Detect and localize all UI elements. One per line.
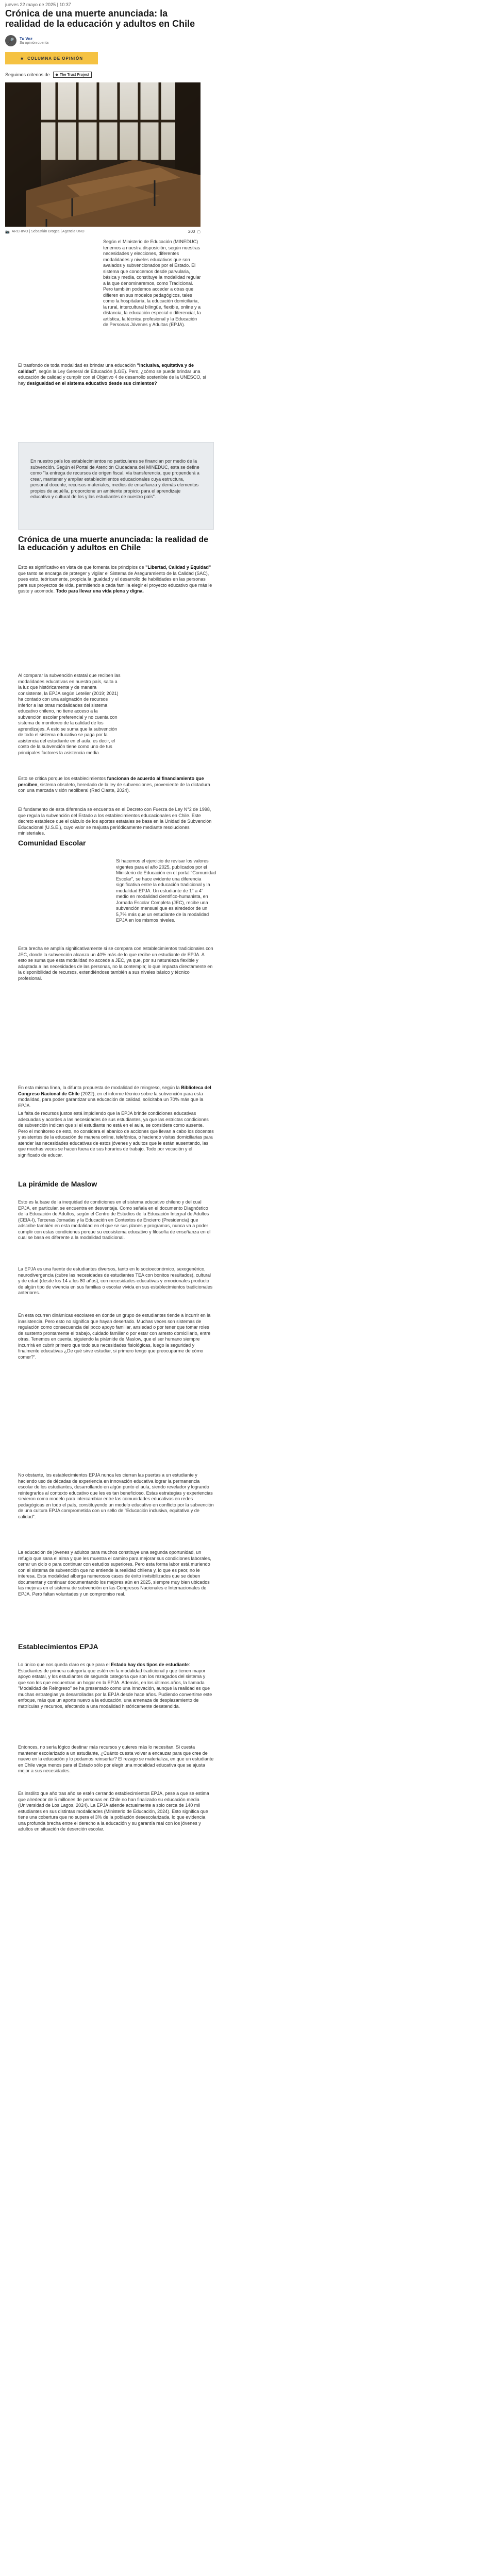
heading-comunidad-escolar: Comunidad Escolar xyxy=(18,839,86,847)
paragraph-9 xyxy=(18,1085,214,1109)
article-date: jueves 22 mayo de 2025 | 10:37 xyxy=(5,2,71,7)
opinion-column-button[interactable] xyxy=(5,52,98,64)
author-subtitle: Su opinión cuenta xyxy=(20,41,49,45)
paragraph-9-bold: Biblioteca del Congreso Nacional de Chile xyxy=(18,1085,211,1096)
paragraph-9-text-b: (2022), en el informe técnico sobre la subvención para esta modalidad, para poder garantizar una educación de calidad, solicitaba un 70% más que la EPJA. xyxy=(18,1091,204,1108)
highlight-text: En nuestro país los establecimientos no particulares se financian por medio de la subvención. Según el Portal de Atención Ciudadana del MINEDUC, esta se define como "la entrega de recursos de origen fiscal, vía transferencia, que propenderá a crear, mantener y ampliar establecimientos educacionales cuya estructura, personal docente, recursos materiales, medios de enseñanza y demás elementos propios de aquélla, proporcione un ambiente propicio para el aprendizaje educativo y cultural de los y las estudiantes de nuestro país". xyxy=(30,459,199,499)
paragraph-16-text-a: Lo único que nos queda claro es que para el xyxy=(18,1662,111,1667)
heading-maslow: La pirámide de Maslow xyxy=(18,1180,97,1188)
paragraph-3-text-a: Esto es significativo en vista de que fomenta los principios de xyxy=(18,565,146,570)
article-photo xyxy=(5,82,201,227)
paragraph-3 xyxy=(18,565,214,595)
paragraph-13: En esta ocurren dinámicas escolares en donde un grupo de estudiantes tiende a incurrir en la inasistencia. Pero esto no significa que hayan desertado. Muchas veces son sistemas de regulación como consecuencia del poco apoyo familiar, ansiedad o por tener que tomar roles de sustento prontamente el trabajo, cuidado familiar o por estar con arresto domiciliario, entre otras. Tenemos en cuenta, siguiendo la pirámide de Maslow, que el ser humano siempre incurrirá en cubrir primero que todo sus necesidades fisiológicas, luego la seguridad y finalmente educativas ¿De qué sirve estudiar, si primero tengo que preocuparme de cómo comer?". xyxy=(18,1313,211,1360)
paragraph-16 xyxy=(18,1662,214,1709)
trust-project-logo[interactable] xyxy=(53,72,92,78)
paragraph-3-text-b: que tanto se encarga de proteger y vigilar el Sistema de Aseguramiento de la Calidad (SAC), pues esto, teóricamente, propicia la igualdad y el desarrollo de habilidades en las personas para sus proyectos de vida, permitiendo a cada familia elegir el proyecto educativo que más le guste y acomode. xyxy=(18,570,212,594)
paragraph-17: Entonces, no sería lógico destinar más recursos y quieres más lo necesitan. Si cuesta mantener escolarizado a un estudiante, ¿Cuánto cuesta volver a encauzar para que cree de nuevo en la educación y lo podamos reinsertar? El rezago se materializa, en que un estudiante en Chile vaga menos para el Estado sólo por elegir una modalidad educativa que se ajusta mejor a sus necesidades. xyxy=(18,1744,214,1773)
paragraph-14: No obstante, los establecimientos EPJA nunca les cierran las puertas a un estudiante y haciendo uso de décadas de experiencia en innovación educativa lograr la permanencia escolar de los estudiantes, desarrollando en algún punto el aula, siendo revelador y logrando reintegrarlos al contexto educativo que les es tan beneficioso. Estas estrategias y experiencias sirvieron como modelo para intercambiar entre las comunidades educativas en redes pedagógicas en todo el país, constituyendo un modelo educativo en conflicto por la subvención de una cultura EPJA comprometida con un sello de "Educación inclusiva, equitativa y de calidad". xyxy=(18,1472,214,1519)
trust-project-label: The Trust Project xyxy=(59,73,90,77)
camera-icon: 📷 xyxy=(5,230,10,234)
trust-criteria xyxy=(5,72,92,78)
author-box[interactable] xyxy=(5,35,48,46)
paragraph-2-bold-b: desigualdad en el sistema educativo desde sus cimientos? xyxy=(27,380,157,386)
author-name[interactable]: Tu Voz xyxy=(20,37,33,41)
paragraph-9-text-a: En esta misma línea, la difunta propuesta de modalidad de reingreso, según la xyxy=(18,1085,181,1090)
paragraph-7: Si hacemos el ejercicio de revisar los valores vigentes para el año 2025, publicados por el Ministerio de Educación en el portal "Comunidad Escolar", se hace evidente una diferencia significativa entre la educación tradicional y la modalidad EPJA. Un estudiante de 1° a 4° medio en modalidad científico-humanista, en Jornada Escolar Completa (JEC), recibe una subvención mensual que es alrededor de un 5,7% más que un estudiante de la modalidad EPJA en los mismos niveles. xyxy=(116,858,216,923)
section-heading-repeat: Crónica de una muerte anunciada: la realidad de la educación y adultos en Chile xyxy=(18,535,208,552)
paragraph-3-bold-b: Todo para llevar una vida plena y digna. xyxy=(56,588,144,594)
article-title: Crónica de una muerte anunciada: la realidad de la educación y adultos en Chile xyxy=(5,8,195,29)
paragraph-10: La falta de recursos justos está impidiendo que la EPJA brinde condiciones educativas adecuadas y acordes a las necesidades de sus estudiantes, ya que las estrictas condiciones de subvención indican que si el estudiante no está en el aula, se considera como ausente. Pero el monitoreo de esto, no considera el abanico de acciones que llevan a cabo los docentes y asistentes de la educación de manera online, telefónica, o haciendo visitas domiciliarias para atender las necesidades educativas de estos jóvenes y adultos que le están ausentando, las que muchas veces se hacen fuera de sus horarios de trabajo. Todo por vocación y el significado de educar. xyxy=(18,1111,214,1158)
expand-icon[interactable]: ▢ xyxy=(197,230,201,234)
paragraph-16-bold: Estado hay dos tipos de estudiante xyxy=(111,1662,189,1667)
paragraph-11: Esto es la base de la inequidad de condiciones en el sistema educativo chileno y del cual EPJA, en particular, se encuentra en desventaja. Como señala en el documento Diagnóstico de la Educación de Adultos, según el Centro de Estudios de la Educación Integral de Adultos (CEIA-I), Terceras Jornadas y la Educación en Contextos de Encierro (Presidencia) que adscribe también en esta modalidad en el que se sus planes y programas, nunca va a poder cumplir con estas condiciones porque su ecosistema educativo y filosofía de enseñanza en el cual se basa es diferente a la modalidad tradicional. xyxy=(18,1199,211,1240)
heading-establecimientos: Establecimientos EPJA xyxy=(18,1642,98,1651)
paragraph-2-text-b: , según la Ley General de Educación (LGE). Pero, ¿cómo se puede brindar una educación de calidad y cumplir con el Objetivo 4 de desarrollo sostenible de la UNESCO, si hay xyxy=(18,368,206,386)
trust-project-icon: ◆ xyxy=(55,73,58,77)
photo-caption xyxy=(5,229,201,234)
paragraph-4: Al comparar la subvención estatal que reciben las modalidades educativas en nuestro país, salta a la luz que históricamente y de manera consistente, la EPJA según Letelier (2019; 2021) ha contado con una asignación de recursos inferior a las otras modalidades del sistema educativo chileno, no tiene acceso a la subvención escolar preferencial y no cuenta con sistema de monitoreo de la calidad de los aprendizajes. A esto se suma que la subvención de todo el sistema educativo se paga por la asistencia del estudiante en el aula, es decir, el costo de la subvención tiene como uno de tus principales factores la asistencia media. xyxy=(18,673,121,755)
paragraph-12: La EPJA es una fuente de estudiantes diversos, tanto en lo socioeconómico, sexogenérico, neurodivergencia (cubre las necesidades de estudiantes TEA con bonitos resultados), cultural y de edad (desde los 14 a los 80 años), con necesidades educativas y emocionales producto de algún tipo de vivencia en sus familias o escolar vivida en sus establecimientos tradicionales anteriores. xyxy=(18,1266,213,1295)
paragraph-8: Esta brecha se amplía significativamente si se compara con establecimientos tradicionales con JEC, donde la subvención alcanza un 40% más de lo que recibe un estudiante de EPJA. A esto se suma que esta modalidad no accede a JEC, ya que, por su naturaleza flexible y adaptada a las necesidades de las personas, no la contempla; lo que impacta directamente en la disponibilidad de recursos, extendiéndose también a sus niveles básico y técnico profesional. xyxy=(18,946,213,981)
paragraph-6: El fundamento de esta diferencia se encuentra en el Decreto con Fuerza de Ley N°2 de 1998, que regula la subvención del Estado a los establecimientos educacionales en Chile. Este decreto establece que el cálculo de los aportes estatales se basa en la Unidad de Subvención Educacional (U.S.E.), cuyo valor se reajusta periódicamente mediante resoluciones ministeriales. xyxy=(18,807,212,836)
photo-caption-text: ARCHIVO | Sebastián Brogca | Agencia UNO xyxy=(11,230,85,233)
paragraph-18: Es insólito que año tras año se estén cerrando establecimientos EPJA, pese a que se estima que alrededor de 5 millones de personas en Chile no han finalizado su educación media (Universidad de Los Lagos, 2024). La EPJA atiende actualmente a solo cerca de 140 mil estudiantes en sus distintas modalidades (Ministerio de Educación, 2024). Esto significa que tiene una cobertura que no supera el 3% de la población desescolarizada, lo que evidencia una profunda brecha entre el derecho a la educación y su garantía real con los jóvenes y adultos en situación de deserción escolar. xyxy=(18,1791,209,1832)
paragraph-5-text-b: , sistema obsoleto, heredado de la ley de subvenciones, proveniente de la dictadura con una marcada visión neoliberal (Red Claste, 2024). xyxy=(18,782,210,793)
paragraph-5-bold: funcionan de acuerdo al financiamiento que perciben xyxy=(18,776,204,787)
criteria-label: Seguimos criterios de xyxy=(5,72,50,77)
paragraph-3-bold-a: "Libertad, Calidad y Equidad" xyxy=(145,565,211,570)
opinion-icon: ★ xyxy=(20,56,25,61)
opinion-button-label: COLUMNA DE OPINIÓN xyxy=(27,56,84,61)
highlight-box xyxy=(18,442,214,530)
paragraph-16-text-b: : Estudiantes de primera categoría que estén en la modalidad tradicional y que tienen mayor apoyo estatal, y los estudiantes de segunda categoría que son los rezagados del sistema y que son los que encuentran un hogar en la EPJA. Además, en los últimos años, la llamada "Modalidad de Reingreso" se ha presentado como una innovación, aunque la realidad es que muchas estrategias ya desarrolladas por la EPJA desde hace años. Pudiendo convertirse este enfoque, más que un aporte nuevo a la educación, una amenaza de desplazamiento de matrículas y recursos, afectando a una modalidad históricamente desatendida. xyxy=(18,1662,212,1709)
paragraph-5 xyxy=(18,776,214,794)
paragraph-15: La educación de jóvenes y adultos para muchos constituye una segunda oportunidad, un refugio que sana el alma y que les muestra el camino para mejorar sus condiciones laborales, cerrar un ciclo o para continuar con estudios superiores. Pero esta forma labor está muriendo con el sistema de subvención que no entiende la realidad chilena y, lo que es peor, no le interesa. Esta modalidad alberga numerosos casos de éxito invisibilizados que se deben documentar y continuar documentando los mejores aún en 2025, siempre muy bien ubicados las mejoras en el sistema de subvención en las Congresos Nacionales e Internacionales de EPJA. Pero faltan voluntades y un compromiso real. xyxy=(18,1550,211,1597)
paragraph-1: Según el Ministerio de Educación (MINEDUC) tenemos a nuestra disposición, según nuestras necesidades y elecciones, diferentes modalidades y niveles educativos que son avalados y subvencionados por el Estado. El sistema que conocemos desde parvularia, básica y media, constituye la modalidad regular a la que denominaremos, como Tradicional. Pero también podemos acceder a otras que difieren en sus modelos pedagógicos, tales como la hospitalaria, la educación domiciliaria, la rural, intercultural bilingüe, flexible, online y a distancia, la educación especial o diferencial, la artística, la técnica profesional y la Educación de Personas Jóvenes y Adultas (EPJA). xyxy=(103,239,201,327)
paragraph-2 xyxy=(18,363,214,386)
microphone-icon: 🎤 xyxy=(5,35,16,46)
paragraph-2-bold-a: "inclusiva, equitativa y de calidad" xyxy=(18,363,194,374)
classroom-photo xyxy=(5,82,201,227)
photo-counter: 200 xyxy=(188,229,195,234)
paragraph-5-text-a: Esto se critica porque los establecimientos xyxy=(18,776,107,781)
paragraph-2-text-a: El trasfondo de toda modalidad es brindar una educación xyxy=(18,363,137,368)
